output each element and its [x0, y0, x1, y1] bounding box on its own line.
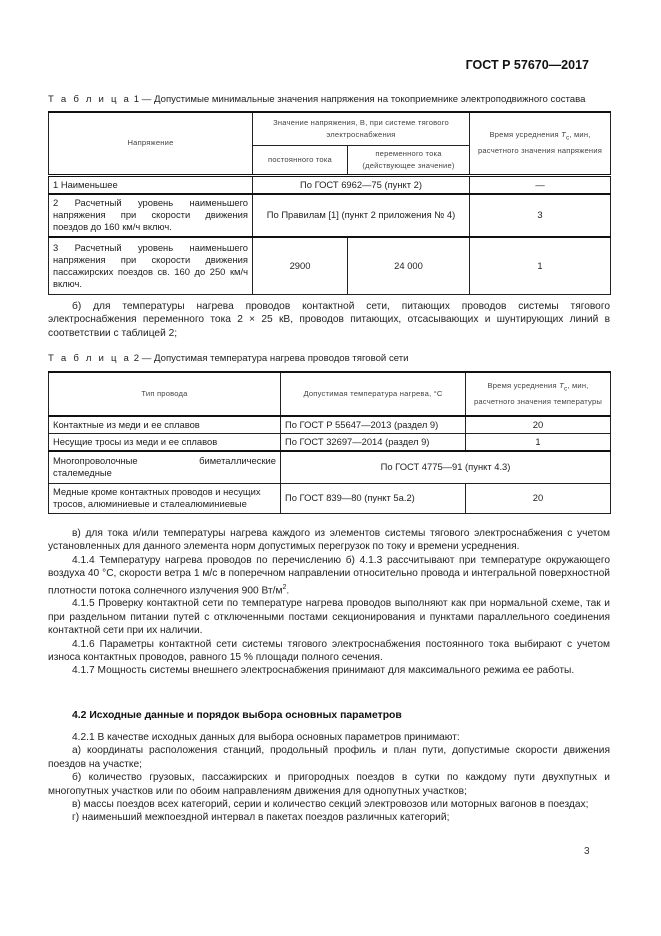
- section-4-2-title: 4.2 Исходные данные и порядок выбора основных параметров: [72, 710, 402, 721]
- table2-row2-type: Несущие тросы из меди и ее сплавов: [49, 434, 281, 452]
- table2-header-temp: Допустимая температура нагрева, °С: [281, 372, 466, 416]
- table2-header-time: Время усреднения $T_c$, мин, расчетного значения температуры: [466, 372, 611, 416]
- table2-row1-temp: По ГОСТ Р 55647—2013 (раздел 9): [281, 416, 466, 434]
- table-row: [49, 416, 611, 434]
- table2-row4-temp: По ГОСТ 839—80 (пункт 5а.2): [281, 483, 466, 513]
- list-item: г) наименьший межпоездной интервал в пакетах поездов различных категорий;: [72, 812, 450, 824]
- table2-row2-time: 1: [466, 434, 611, 452]
- table1-row1-value: По ГОСТ 6962—75 (пункт 2): [253, 175, 470, 194]
- table2-row1-type: Контактные из меди и ее сплавов: [49, 416, 281, 434]
- table1-caption-prefix: Т а б л и ц а: [48, 94, 132, 105]
- table2-row3-type: Многопроволочные биметаллические сталемедные: [49, 451, 281, 483]
- table-row: [49, 237, 611, 295]
- table1-row3-dc: 2900: [253, 237, 348, 295]
- table-row: [49, 483, 611, 513]
- table1-row3-time: 1: [470, 237, 611, 295]
- table1-row2-time: 3: [470, 194, 611, 237]
- section-4-2-body: [48, 731, 610, 825]
- table1-header-dc: постоянного тока: [253, 145, 348, 175]
- paragraph-v: в) для тока и/или температуры нагрева каждого из элементов системы тягового электроснабжения с учетом установленных для данного элемента норм допустимых перегрузок по току и времени усреднения.: [48, 528, 610, 553]
- table1: [48, 111, 611, 295]
- list-item: а) координаты расположения станций, продольный профиль и план пути, допустимые скорости движения поездов на участке;: [48, 745, 610, 770]
- list-item: в) массы поездов всех категорий, серии и количество секций электровозов или моторных вагонов в поездах;: [72, 799, 589, 811]
- table1-row1-name: 1 Наименьшее: [49, 175, 253, 194]
- table2-header-type: Тип провода: [49, 372, 281, 416]
- table1-row2-value: По Правилам [1] (пункт 2 приложения № 4): [253, 194, 470, 237]
- table1-caption: [48, 94, 585, 105]
- paragraph-b: б) для температуры нагрева проводов контактной сети, питающих проводов системы тягового электроснабжения переменного тока 2 × 25 кВ, проводов питающих, отсасывающих и шунтирующих линий в соответствии с таблицей 2;: [48, 301, 610, 339]
- table2: [48, 371, 611, 514]
- table1-row1-time: —: [470, 175, 611, 194]
- document-id: ГОСТ Р 57670—2017: [465, 58, 589, 72]
- table2-row4-type: Медные кроме контактных проводов и несущих тросов, алюминиевые и сталеалюминиевые: [49, 483, 281, 513]
- table2-caption-text: — Допустимая температура нагрева проводов тяговой сети: [139, 353, 409, 364]
- table2-caption-number: 2: [133, 353, 140, 364]
- paragraph-4-1-6: 4.1.6 Параметры контактной сети системы тягового электроснабжения постоянного тока выбирают с учетом износа контактных проводов, равного 15 % площади полного сечения.: [48, 638, 610, 664]
- table2-caption: [48, 353, 409, 364]
- table2-row3-value: По ГОСТ 4775—91 (пункт 4.3): [281, 451, 611, 483]
- paragraph-4-1-5: 4.1.5 Проверку контактной сети по температуре нагрева проводов выполняют как при нормальной схеме, так и при раздельном питании путей с отключенными постами секционирования и пунктами параллельного соединения контактной сети при их наличии.: [48, 598, 610, 637]
- table-row: [49, 175, 611, 194]
- table1-caption-number: 1: [133, 94, 140, 105]
- table1-header-value-group: Значение напряжения, В, при системе тягового электроснабжения: [253, 112, 470, 145]
- table1-caption-text: — Допустимые минимальные значения напряжения на токоприемнике электроподвижного состава: [139, 94, 586, 105]
- table-row: [49, 194, 611, 237]
- table2-row4-time: 20: [466, 483, 611, 513]
- table1-header-avg-time: Время усреднения $T_c$, мин, расчетного значения напряжения: [470, 112, 611, 175]
- list-item: б) количество грузовых, пассажирских и пригородных поездов в сутки по каждому пути двухпутных и многопутных участков или по обоим направлениям движения для однопутных участков;: [48, 772, 610, 797]
- table2-row1-time: 20: [466, 416, 611, 434]
- table2-row2-temp: По ГОСТ 32697—2014 (раздел 9): [281, 434, 466, 452]
- table2-caption-prefix: Т а б л и ц а: [48, 353, 132, 364]
- paragraph-4-2-1: 4.2.1 В качестве исходных данных для выбора основных параметров принимают:: [72, 732, 460, 743]
- table1-row3-ac: 24 000: [348, 237, 470, 295]
- table1-header-voltage: Напряжение: [49, 112, 253, 175]
- paragraphs-4-1: [48, 527, 610, 678]
- page-number: 3: [584, 846, 590, 857]
- table1-header-ac: переменного тока (действующее значение): [348, 145, 470, 175]
- table-row: [49, 434, 611, 452]
- paragraph-4-1-4: 4.1.4 Температуру нагрева проводов по перечислению б) 4.1.3 рассчитывают при температуре окружающего воздуха 40 °С, скорости ветра 1 м/с в поперечном направлении относительно провода и интегральной поверхностной плотности потока солнечного излучения 900 $Вт/м^2$.: [48, 554, 610, 597]
- table-row: [49, 451, 611, 483]
- table1-row2-name: 2 Расчетный уровень наименьшего напряжения при скорости движения поездов до 160 км/ч включ.: [49, 194, 253, 237]
- paragraph-4-1-7: 4.1.7 Мощность системы внешнего электроснабжения принимают для максимального режима ее работы.: [72, 665, 575, 677]
- table1-row3-name: 3 Расчетный уровень наименьшего напряжения при скорости движения пассажирских поездов св. 160 до 250 км/ч включ.: [49, 237, 253, 295]
